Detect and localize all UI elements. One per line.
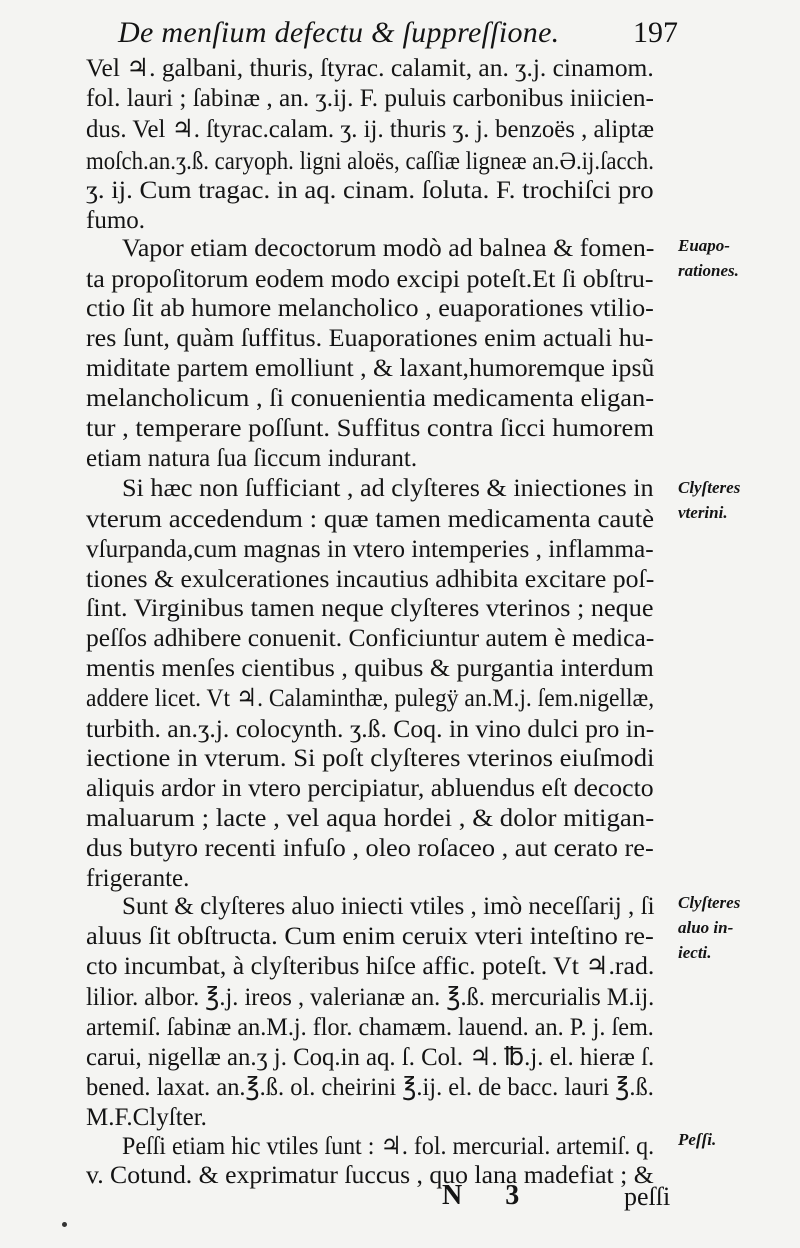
text-line: aliquis ardor in vtero percipiatur, abluendus eſt decocto [86, 775, 654, 802]
text-line: tur , temperare poſſunt. Suffitus contra ſicci humorem [86, 415, 654, 442]
text-line: Sunt & clyſteres aluo iniecti vtiles , imò neceſſarij , ſi [122, 893, 655, 920]
text-line: fumo. [86, 207, 146, 234]
margin-note [678, 475, 796, 525]
page-footer [0, 1180, 800, 1230]
text-line: M.F.Clyſter. [86, 1104, 207, 1131]
text-line: Si hæc non ſufficiant , ad clyſteres & iniectiones in [122, 475, 654, 502]
text-line: carui, nigellæ an.ʒ j. Coq.in aq. ſ. Col. ♃. ℔.j. el. hieræ ſ. [86, 1044, 655, 1071]
text-line: etiam natura ſua ſiccum indurant. [86, 445, 418, 472]
text-line: iectione in vterum. Si poſt clyſteres vterinos eiuſmodi [86, 745, 655, 772]
margin-note-line: Euapo- [678, 236, 730, 255]
text-line: artemiſ. ſabinæ an.M.j. flor. chamæm. lauend. an. P. j. ſem. [86, 1014, 654, 1041]
text-line: vſurpanda,cum magnas in vtero intemperies , inflamma- [86, 536, 654, 563]
text-line: mentis menſes cientibus , quibus & purgantia interdum [86, 655, 654, 682]
text-line: Peſſi etiam hic vtiles ſunt : ♃. fol. mercurial. artemiſ. q. [122, 1133, 655, 1160]
text-line: v. Cotund. & exprimatur ſuccus , quo lana madefiat ; & [86, 1162, 654, 1189]
running-header [118, 8, 678, 58]
text-line: ʒ. ij. Cum tragac. in aq. cinam. ſoluta. F. trochiſci pro [86, 177, 654, 204]
text-line: dus butyro recenti infuſo , oleo roſaceo , aut cerato re- [86, 835, 654, 862]
running-title: De menſium defectu & ſuppreſſione. [118, 16, 560, 49]
text-line: Vapor etiam decoctorum modò ad balnea & fomen- [122, 235, 655, 262]
text-line: moſch.an.ʒ.ß. caryoph. ligni aloës, caſſiæ ligneæ an.Ə.ij.ſacch. [86, 148, 654, 175]
margin-note-line: Clyſteres [678, 478, 741, 497]
ink-speck [62, 1222, 67, 1227]
text-line: peſſos adhibere conuenit. Conficiuntur autem è medica- [86, 625, 655, 652]
text-line: Vel ♃. galbani, thuris, ſtyrac. calamit, an. ʒ.j. cinamom. [86, 55, 654, 82]
text-line: res ſunt, quàm ſuffitus. Euaporationes enim actuali hu- [86, 325, 654, 352]
text-line: frigerante. [86, 865, 190, 892]
text-line: lilior. albor. ℥.j. ireos , valerianæ an. ℥.ß. mercurialis M.ij. [86, 984, 655, 1011]
text-line: miditate partem emolliunt , & laxant,humoremque ipsũ [86, 355, 655, 382]
text-line: dus. Vel ♃. ſtyrac.calam. ʒ. ij. thuris ʒ. j. benzoës , aliptæ [86, 116, 655, 143]
text-line: ſint. Virginibus tamen neque clyſteres vterinos ; neque [86, 595, 654, 622]
margin-note [678, 890, 796, 965]
text-line: aluus ſit obſtructa. Cum enim ceruix vteri inteſtino re- [86, 923, 654, 950]
text-line: addere licet. Vt ♃. Calaminthæ, pulegÿ an.M.j. ſem.nigellæ, [86, 685, 655, 712]
text-line: turbith. an.ʒ.j. colocynth. ʒ.ß. Coq. in vino dulci pro in- [86, 716, 655, 743]
text-line: ctio ſit ab humore melancholico , euaporationes vtilio- [86, 295, 654, 322]
margin-note-line: Peſſi. [678, 1130, 717, 1149]
text-line: tiones & exulcerationes incautius adhibita excitare poſ- [86, 566, 655, 593]
margin-note-line: iecti. [678, 943, 712, 962]
catchword: peſſi [624, 1182, 671, 1211]
page-number: 197 [633, 16, 678, 49]
margin-note-line: Clyſteres [678, 893, 741, 912]
text-line: melancholicum , ſi conuenientia medicamenta eligan- [86, 385, 655, 412]
text-line: maluarum ; lacte , vel aqua hordei , & dolor mitigan- [86, 805, 655, 832]
text-line: vterum accedendum : quæ tamen medicamenta cautè [86, 506, 655, 533]
text-line: bened. laxat. an.℥.ß. ol. cheirini ℥.ij. el. de bacc. lauri ℥.ß. [86, 1074, 654, 1101]
margin-note-line: rationes. [678, 261, 739, 280]
margin-note [678, 1127, 796, 1152]
margin-note [678, 233, 796, 283]
signature-mark: N 3 [442, 1180, 538, 1211]
text-line: fol. lauri ; ſabinæ , an. ʒ.ij. F. puluis carbonibus iniicien- [86, 85, 654, 112]
margin-note-line: aluo in- [678, 918, 734, 937]
margin-note-line: vterini. [678, 503, 728, 522]
text-line: ta propoſitorum eodem modo excipi poteſt.Et ſi obſtru- [86, 266, 654, 293]
text-line: cto incumbat, à clyſteribus hiſce affic. poteſt. Vt ♃.rad. [86, 953, 655, 980]
